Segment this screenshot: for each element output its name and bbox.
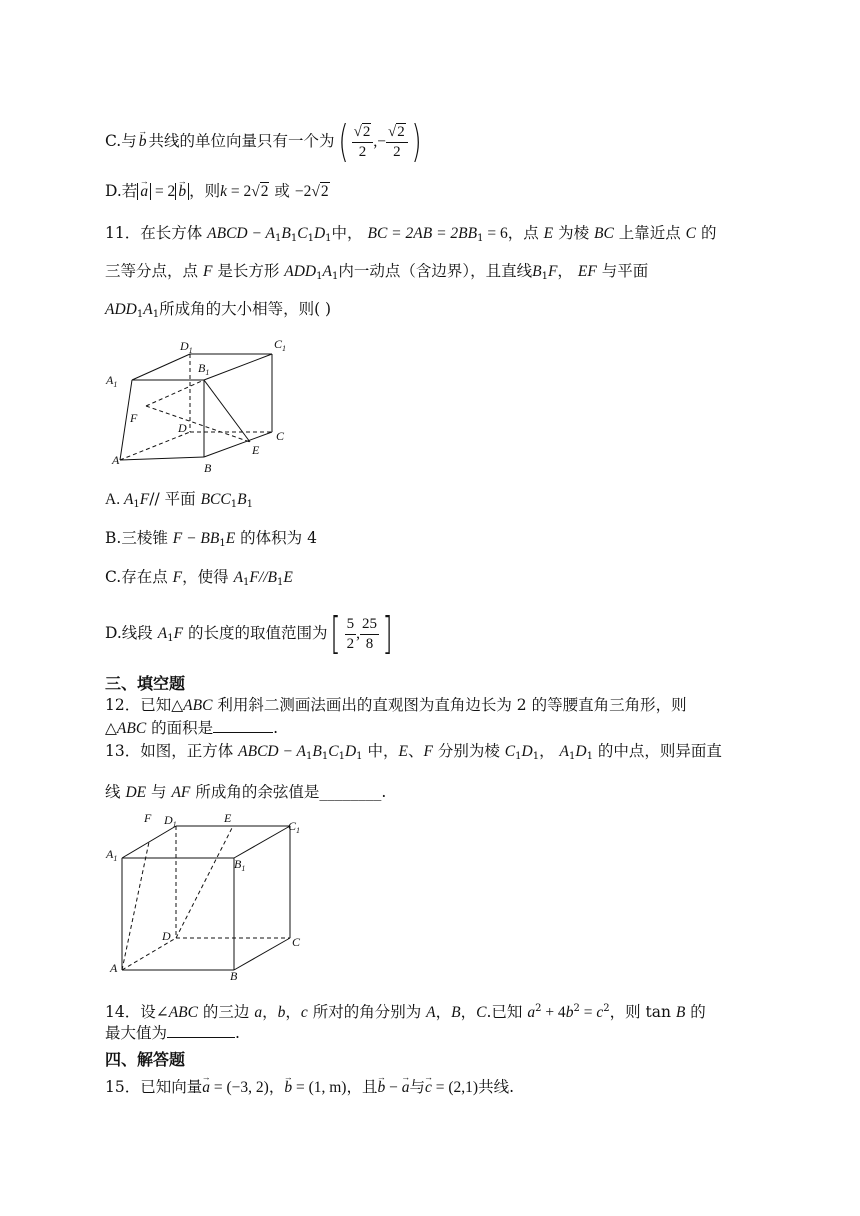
label-D: D [162,929,171,943]
q11-option-d: D.线段 $A_1F$ 的长度的取值范围为[ $\frac{5}{2}$ , $\frac{25}{8}$ ] [105,608,393,659]
label-A: A [110,961,118,975]
label-D1: $D_1$ [180,339,193,355]
q11-cuboid-figure [100,332,310,480]
q11-option-a: A. $A_1F//$ 平面 $BCC_1B_1$ [105,490,253,510]
q14-line1: 14．设∠ABC 的三边 a，b，c 所对的角分别为 A，B，C.已知 $a^2 + 4b^2 = c^2$，则 tan B 的 [105,1003,706,1022]
label-C1: $C_1$ [274,337,287,353]
label-A1: $A_1$ [106,847,118,863]
label-B: B [230,969,238,983]
q10-option-d: D.若→ a = 2→ b ，则k = 2√2 或 −2√2 [105,180,330,203]
label-E: E [224,812,232,825]
label-A1: $A_1$ [106,373,118,389]
q11-line2: 三等分点，点 F 是长方形 $ADD_1A_1$内一动点（含边界），且直线$B_1F$， EF 与平面 [105,262,649,282]
q15-line1: 15．已知向量→ a = (−3, 2)，→ b = (1, m)，且→ b − → a与→ c = (2,1)共线. [105,1076,514,1099]
q13-cube-figure [100,812,310,984]
section-heading-fill-in: 三、填空题 [105,674,186,693]
q12-answer-blank[interactable] [213,718,273,733]
q12-line2: △ABC 的面积是 . [105,719,279,737]
section-heading-answer: 四、解答题 [105,1050,186,1069]
q14-answer-blank[interactable] [167,1023,235,1038]
q14-line2: 最大值为 . [105,1024,240,1042]
label-B1: $B_1$ [198,361,210,377]
label-D: D [178,421,187,435]
q11-option-b: B.三棱锥 $F - BB_1E$ 的体积为 4 [105,529,317,549]
label-C1: $C_1$ [288,819,301,835]
q13-line1: 13．如图，正方体 ABCD − $A_1B_1C_1D_1$ 中，E、F 分别为棱 $C_1D_1$， $A_1D_1$ 的中点，则异面直 [105,742,722,762]
label-F: F [130,411,138,425]
q10-option-c: C.与→ b 共线的单位向量只有一个为( $\frac{√2}{2}$ ,− $\frac{√2}{2}$ ) [105,120,425,164]
label-A: A [112,453,120,467]
label-E: E [252,443,260,457]
q13-line2: 线 DE 与 AF 所成角的余弦值是________. [105,783,387,801]
q12-line1: 12．已知△ABC 利用斜二测画法画出的直观图为直角边长为 2 的等腰直角三角形，则 [105,696,687,714]
label-D1: $D_1$ [164,813,177,829]
label-B: B [204,461,212,475]
q11-option-c: C.存在点 F，使得 $A_1F//B_1E$ [105,568,293,588]
label-C: C [276,429,285,443]
q13-answer-blank[interactable]: ________ [319,783,382,801]
label-C: C [292,935,301,949]
label-F: F [144,812,152,825]
label-B1: $B_1$ [234,857,246,873]
q11-line1: 11．在长方体 ABCD − $A_1B_1C_1D_1$中， BC = $2AB = 2BB_1 = 6$，点 E 为棱 BC 上靠近点 C 的 [105,224,717,244]
q11-line3: $ADD_1A_1$所成角的大小相等，则( ) [105,300,332,320]
